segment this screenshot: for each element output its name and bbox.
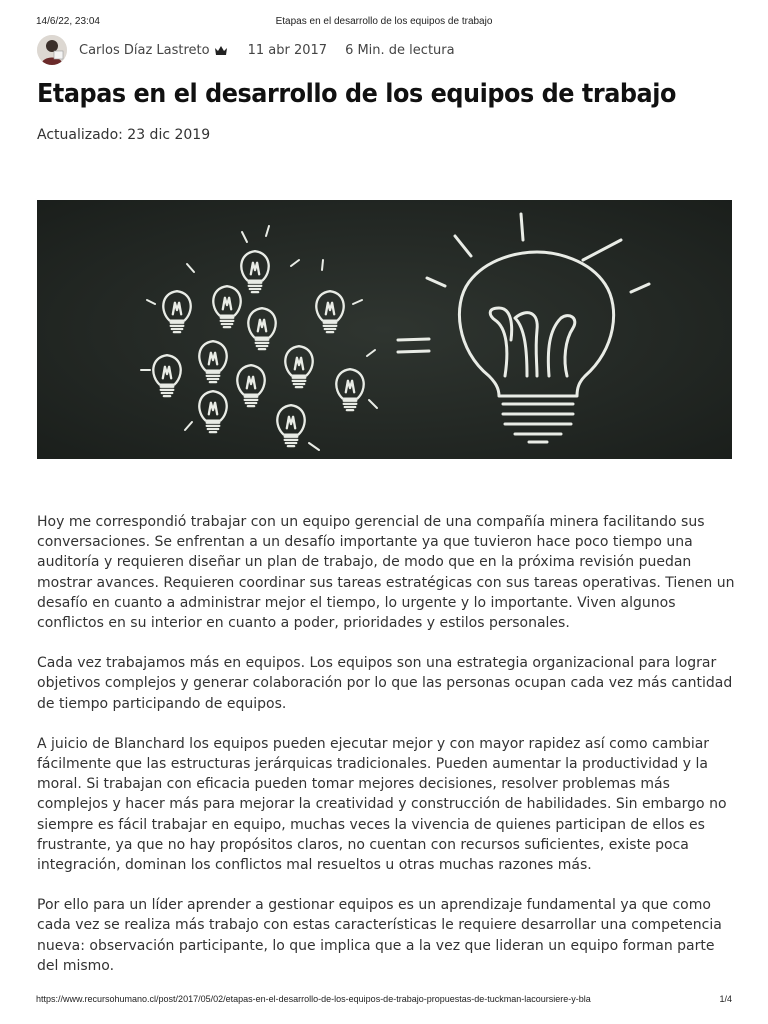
author-avatar[interactable] [37,35,67,65]
read-time: 6 Min. de lectura [345,42,455,58]
paragraph: Por ello para un líder aprender a gestionar equipos es un aprendizaje fundamental ya que como cada vez se realiza más trabajo con estas características le requiere desarrollar una competencia nueva: observación participante, lo que implica que a la vez que lideran un equipo forman parte del mismo. [37,897,722,974]
updated-date: Actualizado: 23 dic 2019 [37,127,211,143]
print-footer [36,994,732,1008]
crown-icon [214,45,228,56]
article-body [37,512,737,996]
hero-image [37,200,732,459]
article-title: Etapas en el desarrollo de los equipos de trabajo [37,79,676,109]
paragraph: Hoy me correspondió trabajar con un equipo gerencial de una compañía minera facilitando sus conversaciones. Se enfrentan a un desafío importante ya que tuvieron hace poco tiempo una auditoría y requieren diseñar un plan de trabajo, de modo que en la próxima revisión puedan mostrar avances. Requieren coordinar sus tareas estratégicas con sus tareas operativas. Tienen un desafío en cuanto a administrar mejor el tiempo, lo urgente y lo importante. Viven algunos conflictos en su interior en cuanto a poder, prioridades y estilos personales. [37,514,735,632]
page-number: 1/4 [719,994,732,1004]
author-meta-row [37,34,455,66]
print-url: https://www.recursohumano.cl/post/2017/05/02/etapas-en-el-desarrollo-de-los-equipos-de-trabajo-propuestas-de-tuckman-lacoursiere-y-bla [36,994,591,1004]
paragraph: Cada vez trabajamos más en equipos. Los equipos son una estrategia organizacional para lograr objetivos complejos y generar colaboración por lo que las personas ocupan cada vez más cantidad de tiempo participando de equipos. [37,655,733,712]
author-name[interactable]: Carlos Díaz Lastreto [79,42,210,58]
paragraph: A juicio de Blanchard los equipos pueden ejecutar mejor y con mayor rapidez así como cambiar fácilmente que las estructuras jerárquicas tradicionales. Pueden aumentar la productividad y la moral. Si trabajan con eficacia pueden tomar mejores decisiones, resolver problemas más complejos y hacer más para mejorar la creatividad y construcción de habilidades. Sin embargo no siempre es fácil trabajar en equipo, muchas veces la vivencia de quienes participan de ellos es frustrante, ya que no hay propósitos claros, no cuentan con recursos suficientes, existe poca integración, dominan los conflictos mal resueltos u otras muchas razones más. [37,735,727,874]
print-header [36,16,732,30]
post-date: 11 abr 2017 [247,42,328,58]
chalkboard-lightbulbs-illustration [37,200,732,459]
print-timestamp: 14/6/22, 23:04 [36,16,100,27]
print-page-title: Etapas en el desarrollo de los equipos de trabajo [275,16,493,27]
